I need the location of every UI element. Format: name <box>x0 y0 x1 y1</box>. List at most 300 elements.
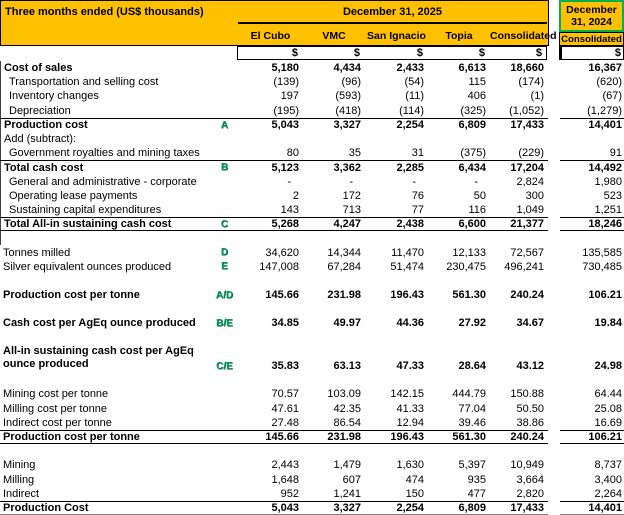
value-cell: 38.86 <box>516 416 544 429</box>
table-row <box>0 146 624 160</box>
value-cell: 150 <box>405 487 424 500</box>
row-label: Indirect cost per tonne <box>3 416 112 429</box>
metric-ref-letter: D <box>220 247 229 259</box>
value-cell: 12.94 <box>396 416 424 429</box>
value-cell: 116 <box>468 203 486 216</box>
column-gap <box>548 217 560 231</box>
metric-ref-letter <box>211 416 238 430</box>
value-cell: 143 <box>280 203 299 216</box>
metric-ref-letter <box>211 132 238 146</box>
prior-value-cell: 91 <box>609 147 622 160</box>
value-cell <box>490 331 548 345</box>
column-gap <box>548 160 560 174</box>
value-cell: 240.24 <box>510 289 544 302</box>
table-row <box>0 175 624 189</box>
value-cell: 300 <box>525 189 544 202</box>
row-label: Indirect <box>3 487 40 500</box>
value-cell: 2,254 <box>365 118 428 132</box>
value-cell: 6,600 <box>428 217 490 231</box>
column-header-consolidated: Consolidated <box>490 29 557 42</box>
metric-ref-letter <box>211 472 238 486</box>
metric-ref-letter <box>211 146 238 160</box>
prior-value-cell <box>560 132 624 146</box>
spacer-row <box>0 444 624 458</box>
value-cell: (114) <box>399 104 424 117</box>
table-row <box>0 118 624 132</box>
currency-symbol: $ <box>291 47 298 59</box>
row-label: Total All-in sustaining cash cost <box>0 217 211 231</box>
value-cell: 561.30 <box>428 430 490 444</box>
value-cell: 2,824 <box>516 175 544 188</box>
prior-value-cell: 14,401 <box>560 501 624 515</box>
column-gap <box>548 245 560 259</box>
value-cell <box>238 132 303 146</box>
value-cell: 474 <box>405 473 424 486</box>
row-label: Depreciation <box>0 104 211 118</box>
value-cell: 713 <box>342 203 361 216</box>
currency-symbol: $ <box>416 47 423 59</box>
metric-ref-letter: B/E <box>216 317 233 329</box>
column-gap <box>548 345 560 374</box>
period-current-label: December 31, 2025 <box>238 2 547 24</box>
column-gap <box>548 430 560 444</box>
value-cell: 21,377 <box>490 217 548 231</box>
row-label: Total cash cost <box>0 160 211 174</box>
currency-row-current <box>237 46 547 60</box>
value-cell: 39.46 <box>458 416 486 429</box>
value-cell: 6,809 <box>428 501 490 515</box>
value-cell: 10,949 <box>510 459 544 472</box>
value-cell: 5,043 <box>238 118 303 132</box>
value-cell: 1,648 <box>271 473 299 486</box>
table-row <box>0 472 624 486</box>
value-cell: - <box>287 175 291 188</box>
value-cell: - <box>474 175 478 188</box>
value-cell: 3,664 <box>516 473 544 486</box>
currency-symbol: $ <box>353 47 360 59</box>
prior-value-cell <box>560 373 624 387</box>
value-cell <box>365 231 428 245</box>
spacer-row <box>0 274 624 288</box>
value-cell: 145.66 <box>265 289 299 302</box>
value-cell: 196.43 <box>390 289 424 302</box>
value-cell: 72,567 <box>510 246 544 259</box>
column-gap <box>548 501 560 515</box>
table-row <box>0 89 624 103</box>
value-cell <box>428 302 490 316</box>
value-cell: 147,008 <box>259 260 299 273</box>
value-cell: 103.09 <box>327 388 361 401</box>
value-cell: 2 <box>292 189 299 202</box>
value-cell: 11,470 <box>391 246 424 259</box>
metric-ref-letter: A <box>211 118 238 132</box>
column-gap <box>548 316 560 330</box>
metric-ref-letter <box>211 61 238 75</box>
value-cell: 80 <box>286 147 299 160</box>
value-cell: 17,433 <box>490 118 548 132</box>
column-gap <box>548 458 560 472</box>
value-cell: 145.66 <box>238 430 303 444</box>
value-cell: 5,180 <box>271 62 299 75</box>
table-row <box>0 132 624 146</box>
value-cell: (325) <box>460 104 486 117</box>
table-row <box>0 189 624 203</box>
row-label: Transportation and selling cost <box>0 75 211 89</box>
value-cell: 2,285 <box>365 160 428 174</box>
currency-symbol: $ <box>478 47 485 59</box>
value-cell: 12,133 <box>452 246 486 259</box>
value-cell: (229) <box>518 147 544 160</box>
prior-value-cell: 106.21 <box>588 289 622 302</box>
column-gap <box>548 189 560 203</box>
column-gap <box>548 231 560 245</box>
prior-value-cell: (620) <box>596 76 622 89</box>
row-label: Operating lease payments <box>0 189 211 203</box>
prior-value-cell: 8,737 <box>594 459 622 472</box>
table-row <box>0 260 624 274</box>
row-label: Production Cost <box>0 501 211 515</box>
value-cell: 17,204 <box>490 160 548 174</box>
row-label <box>0 444 211 458</box>
value-cell: 51,474 <box>390 260 424 273</box>
column-gap <box>548 203 560 217</box>
value-cell: 142.15 <box>390 388 424 401</box>
value-cell <box>365 373 428 387</box>
value-cell: 77 <box>411 203 424 216</box>
value-cell <box>428 444 490 458</box>
prior-value-cell: 16,367 <box>588 62 622 75</box>
column-gap <box>548 288 560 302</box>
value-cell <box>365 444 428 458</box>
metric-ref-letter <box>211 373 238 387</box>
value-cell: 43.12 <box>516 359 544 372</box>
value-cell: 4,247 <box>303 217 365 231</box>
row-label <box>0 231 211 245</box>
table-row <box>0 387 624 401</box>
metric-ref-letter <box>211 430 238 444</box>
value-cell: 1,241 <box>333 487 361 500</box>
row-label: Government royalties and mining taxes <box>0 146 211 160</box>
value-cell: 935 <box>467 473 486 486</box>
value-cell <box>428 331 490 345</box>
prior-value-cell: 2,264 <box>594 487 622 500</box>
metric-ref-letter <box>211 387 238 401</box>
metric-ref-letter <box>211 203 238 217</box>
value-cell: 44.36 <box>396 317 424 330</box>
value-cell: - <box>349 175 353 188</box>
column-gap <box>548 402 560 416</box>
column-header-prior-consolidated: Consolidated <box>559 32 624 46</box>
value-cell <box>365 274 428 288</box>
prior-value-cell <box>560 302 624 316</box>
table-row <box>0 316 624 330</box>
currency-row-prior: $ <box>559 46 624 60</box>
column-gap <box>548 175 560 189</box>
prior-value-cell: 19.84 <box>594 317 622 330</box>
table-row <box>0 104 624 118</box>
value-cell <box>303 132 365 146</box>
value-cell: 5,123 <box>238 160 303 174</box>
value-cell: 6,809 <box>428 118 490 132</box>
value-cell: 115 <box>468 76 486 89</box>
value-cell: 49.97 <box>333 317 361 330</box>
value-cell: - <box>412 175 416 188</box>
value-cell: 2,438 <box>365 217 428 231</box>
value-cell <box>303 302 365 316</box>
column-gap <box>548 331 560 345</box>
column-gap <box>548 487 560 501</box>
value-cell <box>365 132 428 146</box>
metric-ref-letter <box>211 231 238 245</box>
metric-ref-letter <box>211 189 238 203</box>
currency-symbol: $ <box>535 47 542 59</box>
row-label <box>0 302 211 316</box>
column-gap <box>548 89 560 103</box>
value-cell: (139) <box>273 76 299 89</box>
value-cell <box>428 274 490 288</box>
table-row <box>0 288 624 302</box>
value-cell: 2,443 <box>271 459 299 472</box>
value-cell <box>238 373 303 387</box>
value-cell: 34.67 <box>516 317 544 330</box>
value-cell: 561.30 <box>452 289 486 302</box>
metric-ref-letter <box>211 331 238 345</box>
column-gap <box>548 387 560 401</box>
metric-ref-letter <box>211 402 238 416</box>
table-row <box>0 430 624 444</box>
value-cell <box>238 302 303 316</box>
value-cell: (195) <box>273 104 299 117</box>
table-body <box>0 61 624 515</box>
prior-value-cell: 14,492 <box>560 160 624 174</box>
table-row <box>0 245 624 259</box>
value-cell: 27.48 <box>271 416 299 429</box>
prior-value-cell: 3,400 <box>594 473 622 486</box>
prior-value-cell: 25.08 <box>594 402 622 415</box>
prior-value-cell: 64.44 <box>594 388 622 401</box>
value-cell: 197 <box>280 90 299 103</box>
value-cell <box>303 231 365 245</box>
table-row <box>0 345 624 373</box>
value-cell: 67,284 <box>327 260 361 273</box>
value-cell <box>238 274 303 288</box>
metric-ref-letter <box>211 89 238 103</box>
value-cell <box>490 231 548 245</box>
column-gap <box>548 146 560 160</box>
table-row <box>0 458 624 472</box>
row-label: General and administrative - corporate <box>0 175 211 189</box>
value-cell: 231.98 <box>303 430 365 444</box>
column-header-vmc: VMC <box>322 29 346 42</box>
value-cell: 6,434 <box>428 160 490 174</box>
metric-ref-letter <box>211 487 238 501</box>
row-label: Mining <box>3 459 36 472</box>
value-cell: (375) <box>460 147 486 160</box>
row-label: Cost of sales <box>0 61 211 75</box>
prior-value-cell: 523 <box>603 189 622 202</box>
value-cell: 1,630 <box>396 459 424 472</box>
value-cell: 35.83 <box>271 359 299 372</box>
metric-ref-letter <box>211 458 238 472</box>
value-cell: 14,344 <box>327 246 361 259</box>
value-cell: 196.43 <box>365 430 428 444</box>
row-label: Mining cost per tonne <box>3 388 109 401</box>
column-gap <box>548 416 560 430</box>
row-label: Silver equivalent ounces produced <box>3 260 172 273</box>
column-gap <box>548 104 560 118</box>
column-header-el-cubo: El Cubo <box>250 29 291 42</box>
value-cell: 86.54 <box>333 416 361 429</box>
value-cell: 3,362 <box>303 160 365 174</box>
row-label: All-in sustaining cash cost per AgEq ounce produced <box>3 344 194 371</box>
row-label <box>0 331 211 345</box>
column-headers <box>238 25 557 46</box>
prior-value-cell: 730,485 <box>582 260 622 273</box>
row-label: Production cost per tonne <box>3 289 140 302</box>
value-cell: 231.98 <box>327 289 361 302</box>
value-cell: 6,613 <box>458 62 486 75</box>
prior-value-cell: 135,585 <box>582 246 622 259</box>
prior-value-cell: 14,401 <box>560 118 624 132</box>
value-cell: 41.33 <box>396 402 424 415</box>
column-gap <box>548 302 560 316</box>
value-cell <box>490 373 548 387</box>
value-cell <box>490 444 548 458</box>
value-cell: 2,820 <box>516 487 544 500</box>
column-gap <box>548 472 560 486</box>
value-cell: 477 <box>467 487 486 500</box>
table-row <box>0 75 624 89</box>
metric-ref-letter: C <box>211 217 238 231</box>
table-row <box>0 203 624 217</box>
table-row <box>0 487 624 501</box>
value-cell: 496,241 <box>504 260 544 273</box>
table-row <box>0 61 624 75</box>
table-row <box>0 160 624 174</box>
prior-value-cell: 16.69 <box>594 416 622 429</box>
value-cell <box>490 302 548 316</box>
prior-value-cell <box>560 274 624 288</box>
value-cell <box>238 444 303 458</box>
row-label: Tonnes milled <box>3 246 71 259</box>
metric-ref-letter <box>211 274 238 288</box>
row-label: Milling <box>3 473 35 486</box>
row-label: Sustaining capital expenditures <box>0 203 211 217</box>
column-gap <box>548 75 560 89</box>
table-row <box>0 402 624 416</box>
row-label: Inventory changes <box>0 89 211 103</box>
metric-ref-letter <box>211 501 238 515</box>
spacer-row <box>0 231 624 245</box>
value-cell: 172 <box>342 189 361 202</box>
column-header-san-ignacio: San Ignacio <box>367 29 426 42</box>
metric-ref-letter: A/D <box>215 289 234 301</box>
metric-ref-letter <box>211 75 238 89</box>
row-label <box>0 274 211 288</box>
row-label: Milling cost per tonne <box>3 402 107 415</box>
value-cell: 150.88 <box>510 388 544 401</box>
value-cell <box>238 231 303 245</box>
value-cell: (174) <box>518 76 544 89</box>
table-row <box>0 501 624 515</box>
value-cell <box>365 302 428 316</box>
metric-ref-letter <box>211 104 238 118</box>
value-cell: (96) <box>341 76 361 89</box>
value-cell <box>428 373 490 387</box>
value-cell <box>365 331 428 345</box>
metric-ref-letter: E <box>221 261 228 273</box>
row-label: Production cost <box>0 118 211 132</box>
value-cell <box>303 274 365 288</box>
value-cell: (11) <box>405 90 424 103</box>
spacer-row <box>0 331 624 345</box>
value-cell: 406 <box>467 90 486 103</box>
table-row <box>0 217 624 231</box>
value-cell: 76 <box>411 189 424 202</box>
prior-value-cell: (67) <box>602 90 622 103</box>
value-cell: 47.33 <box>396 359 424 372</box>
value-cell: 31 <box>411 147 424 160</box>
value-cell: (1,052) <box>509 104 544 117</box>
metric-ref-letter <box>211 175 238 189</box>
prior-value-cell: 1,251 <box>594 203 622 216</box>
value-cell: 5,268 <box>238 217 303 231</box>
value-cell: 28.64 <box>458 359 486 372</box>
value-cell: 42.35 <box>333 402 361 415</box>
value-cell <box>303 373 365 387</box>
value-cell <box>303 444 365 458</box>
column-header-topia: Topia <box>445 29 473 42</box>
value-cell <box>303 331 365 345</box>
value-cell: 5,043 <box>238 501 303 515</box>
column-gap <box>548 373 560 387</box>
value-cell: 2,254 <box>365 501 428 515</box>
value-cell: 3,327 <box>303 118 365 132</box>
table-title: Three months ended (US$ thousands) <box>5 6 204 18</box>
prior-value-cell <box>560 331 624 345</box>
period-prior-label: December 31, 2024 <box>559 0 624 32</box>
spacer-row <box>0 302 624 316</box>
value-cell: 3,327 <box>303 501 365 515</box>
column-gap <box>548 132 560 146</box>
prior-value-cell <box>560 231 624 245</box>
value-cell <box>490 274 548 288</box>
value-cell: 50 <box>473 189 486 202</box>
column-gap <box>548 260 560 274</box>
spacer-row <box>0 373 624 387</box>
value-cell <box>428 132 490 146</box>
value-cell: 77.04 <box>458 402 486 415</box>
column-gap <box>548 61 560 75</box>
row-label: Add (subtract): <box>0 132 211 146</box>
value-cell: 1,049 <box>516 203 544 216</box>
value-cell: 1,479 <box>333 459 361 472</box>
prior-value-cell: 24.98 <box>594 359 622 372</box>
value-cell: 70.57 <box>271 388 299 401</box>
column-gap <box>548 444 560 458</box>
row-label: Production cost per tonne <box>0 430 211 444</box>
value-cell: 34.85 <box>271 317 299 330</box>
value-cell: 952 <box>280 487 299 500</box>
value-cell: 17,433 <box>490 501 548 515</box>
metric-ref-letter: C/E <box>216 360 233 372</box>
value-cell: 27.92 <box>458 317 486 330</box>
metric-ref-letter <box>211 444 238 458</box>
column-gap <box>548 118 560 132</box>
value-cell: 607 <box>342 473 361 486</box>
header-band-current <box>0 0 557 46</box>
metric-ref-letter <box>211 302 238 316</box>
